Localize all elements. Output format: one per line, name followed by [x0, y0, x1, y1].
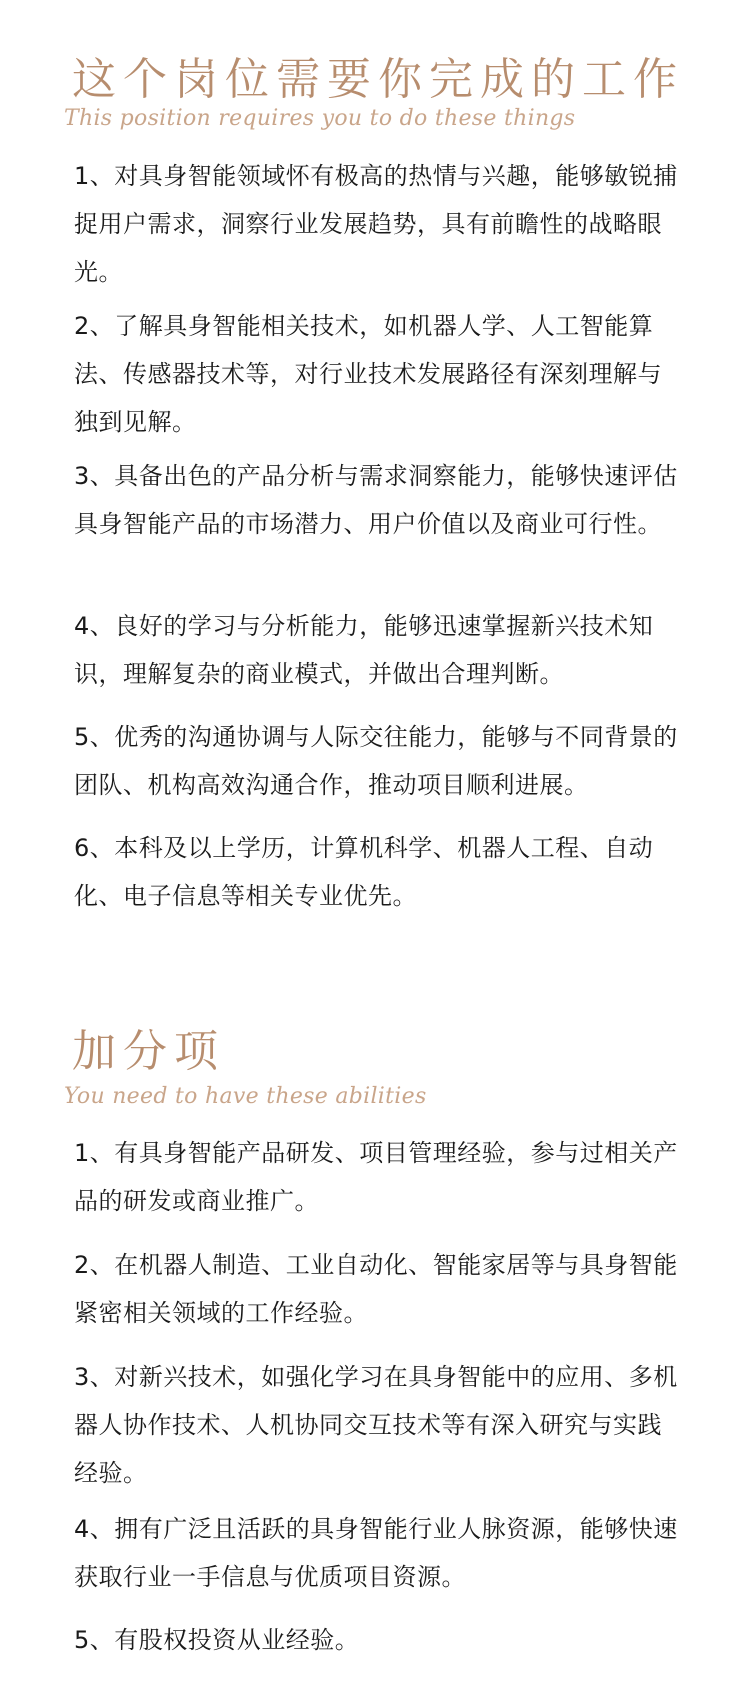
- section-title: 加分项: [72, 1026, 225, 1077]
- section-title: 这个岗位需要你完成的工作: [72, 54, 684, 105]
- section-subtitle: You need to have these abilities: [64, 1084, 427, 1109]
- list-item: 1、对具身智能领域怀有极高的热情与兴趣，能够敏锐捕捉用户需求，洞察行业发展趋势，具有前瞻性的战略眼光。: [74, 162, 678, 286]
- list-item: 6、本科及以上学历，计算机科学、机器人工程、自动化、电子信息等相关专业优先。: [74, 834, 654, 910]
- list-item: 2、在机器人制造、工业自动化、智能家居等与具身智能紧密相关领域的工作经验。: [74, 1251, 678, 1327]
- list-item: 3、具备出色的产品分析与需求洞察能力，能够快速评估具身智能产品的市场潜力、用户价值以及商业可行性。: [74, 462, 678, 538]
- list-item: 5、优秀的沟通协调与人际交往能力，能够与不同背景的团队、机构高效沟通合作，推动项目顺利进展。: [74, 723, 678, 799]
- list-item: 1、有具身智能产品研发、项目管理经验，参与过相关产品的研发或商业推广。: [74, 1139, 678, 1215]
- list-item: 3、对新兴技术，如强化学习在具身智能中的应用、多机器人协作技术、人机协同交互技术等有深入研究与实践经验。: [74, 1363, 678, 1487]
- section-subtitle: This position requires you to do these things: [64, 106, 576, 131]
- list-item: 4、良好的学习与分析能力，能够迅速掌握新兴技术知识，理解复杂的商业模式，并做出合理判断。: [74, 612, 654, 688]
- list-item: 2、了解具身智能相关技术，如机器人学、人工智能算法、传感器技术等，对行业技术发展路径有深刻理解与独到见解。: [74, 312, 662, 436]
- list-item: 4、拥有广泛且活跃的具身智能行业人脉资源，能够快速获取行业一手信息与优质项目资源。: [74, 1515, 678, 1591]
- list-item: 5、有股权投资从业经验。: [74, 1626, 360, 1654]
